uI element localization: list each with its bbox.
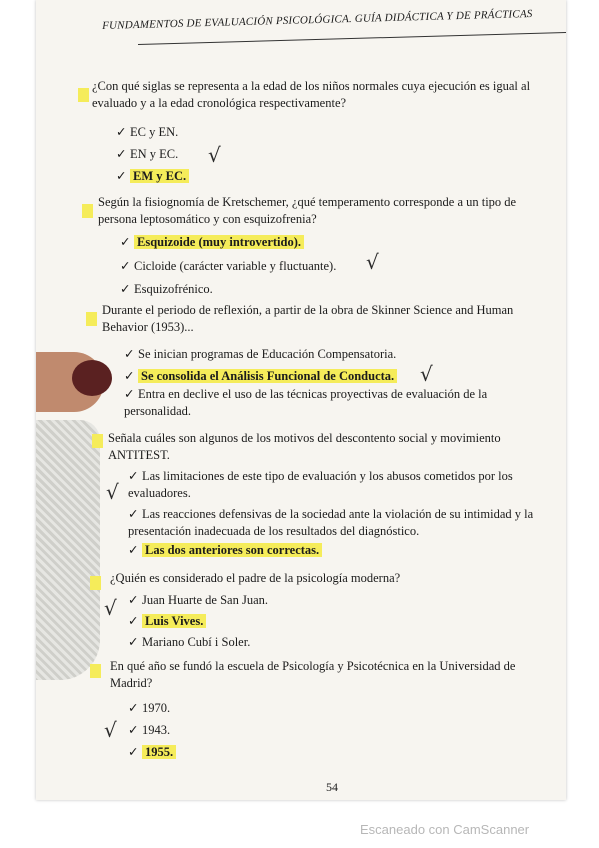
option: ✓ 1970. xyxy=(128,701,171,715)
option-correct: ✓ Las dos anteriores son correctas. xyxy=(128,542,322,559)
thumbnail xyxy=(72,360,112,396)
check-icon: ✓ xyxy=(124,369,135,383)
check-icon: ✓ xyxy=(128,635,139,649)
option: ✓ Entra en declive el uso de las técnicas proyectivas de evaluación de la personalidad. xyxy=(124,387,488,418)
highlight-marker xyxy=(86,312,97,326)
check-icon: ✓ xyxy=(120,259,131,273)
option: ✓ Esquizofrénico. xyxy=(120,282,213,296)
option: ✓ EN y EC. xyxy=(116,147,179,161)
check-icon: ✓ xyxy=(128,723,139,737)
option: ✓ Se inician programas de Educación Compensatoria. xyxy=(124,347,397,361)
option-correct: ✓ EM y EC. xyxy=(116,168,189,185)
option-correct: ✓ Luis Vives. xyxy=(128,613,206,630)
option: ✓ Mariano Cubí i Soler. xyxy=(128,635,251,649)
check-icon: ✓ xyxy=(128,745,139,759)
option-correct: ✓ 1955. xyxy=(128,744,176,761)
option: ✓ EC y EN. xyxy=(116,125,179,139)
check-icon: ✓ xyxy=(120,235,131,249)
fabric-edge xyxy=(36,420,100,680)
question-stem: ¿Quién es considerado el padre de la psicología moderna? xyxy=(110,571,401,585)
highlight-marker xyxy=(90,576,101,590)
check-icon: ✓ xyxy=(128,543,139,557)
check-icon: ✓ xyxy=(124,347,135,361)
handwritten-tick: √ xyxy=(104,718,117,742)
handwritten-tick: √ xyxy=(366,250,379,274)
check-icon: ✓ xyxy=(128,593,139,607)
highlight-marker xyxy=(78,88,89,102)
option: ✓ 1943. xyxy=(128,723,171,737)
handwritten-tick: √ xyxy=(104,596,117,620)
option: ✓ Las reacciones defensivas de la sociedad ante la violación de su intimidad y la presentación inadecuada de los resultados del diagnóstico. xyxy=(128,507,534,538)
question-stem: En qué año se fundó la escuela de Psicología y Psicotécnica en la Universidad de Madrid? xyxy=(110,659,516,690)
handwritten-tick: √ xyxy=(208,143,221,167)
question-stem: Según la fisiognomía de Kretschemer, ¿qué temperamento corresponde a un tipo de persona leptosomático y con esquizofrenia? xyxy=(98,195,517,226)
question-stem: Señala cuáles son algunos de los motivos del descontento social y movimiento ANTITEST. xyxy=(108,431,501,462)
option: ✓ Juan Huarte de San Juan. xyxy=(128,593,269,607)
scanned-page xyxy=(36,0,566,800)
highlight-marker xyxy=(92,434,103,448)
question-stem: ¿Con qué siglas se representa a la edad de los niños normales cuya ejecución es igual al evaluado y a la edad cronológica respectivamente? xyxy=(92,79,531,110)
check-icon: ✓ xyxy=(120,282,131,296)
highlight-marker xyxy=(82,204,93,218)
option: ✓ Las limitaciones de este tipo de evaluación y los abusos cometidos por los evaluadores. xyxy=(128,469,513,500)
header-rule xyxy=(138,32,566,45)
handwritten-tick: √ xyxy=(420,362,433,386)
handwritten-tick: √ xyxy=(106,480,119,504)
running-header: FUNDAMENTOS DE EVALUACIÓN PSICOLÓGICA. GUÍA DIDÁCTICA Y DE PRÁCTICAS xyxy=(102,7,533,32)
option: ✓ Cicloide (carácter variable y fluctuante). xyxy=(120,259,337,273)
option-correct: ✓ Esquizoide (muy introvertido). xyxy=(120,234,304,251)
highlight-marker xyxy=(90,664,101,678)
check-icon: ✓ xyxy=(128,614,139,628)
question-stem: Durante el periodo de reflexión, a partir de la obra de Skinner Science and Human Behavior (1953)... xyxy=(102,303,514,334)
check-icon: ✓ xyxy=(116,125,127,139)
scanner-watermark: Escaneado con CamScanner xyxy=(360,822,530,837)
check-icon: ✓ xyxy=(128,701,139,715)
page-number: 54 xyxy=(326,780,338,794)
check-icon: ✓ xyxy=(128,507,139,521)
check-icon: ✓ xyxy=(124,387,135,401)
check-icon: ✓ xyxy=(116,147,127,161)
check-icon: ✓ xyxy=(128,469,139,483)
check-icon: ✓ xyxy=(116,169,127,183)
option-correct: ✓ Se consolida el Análisis Funcional de Conducta. xyxy=(124,368,397,385)
